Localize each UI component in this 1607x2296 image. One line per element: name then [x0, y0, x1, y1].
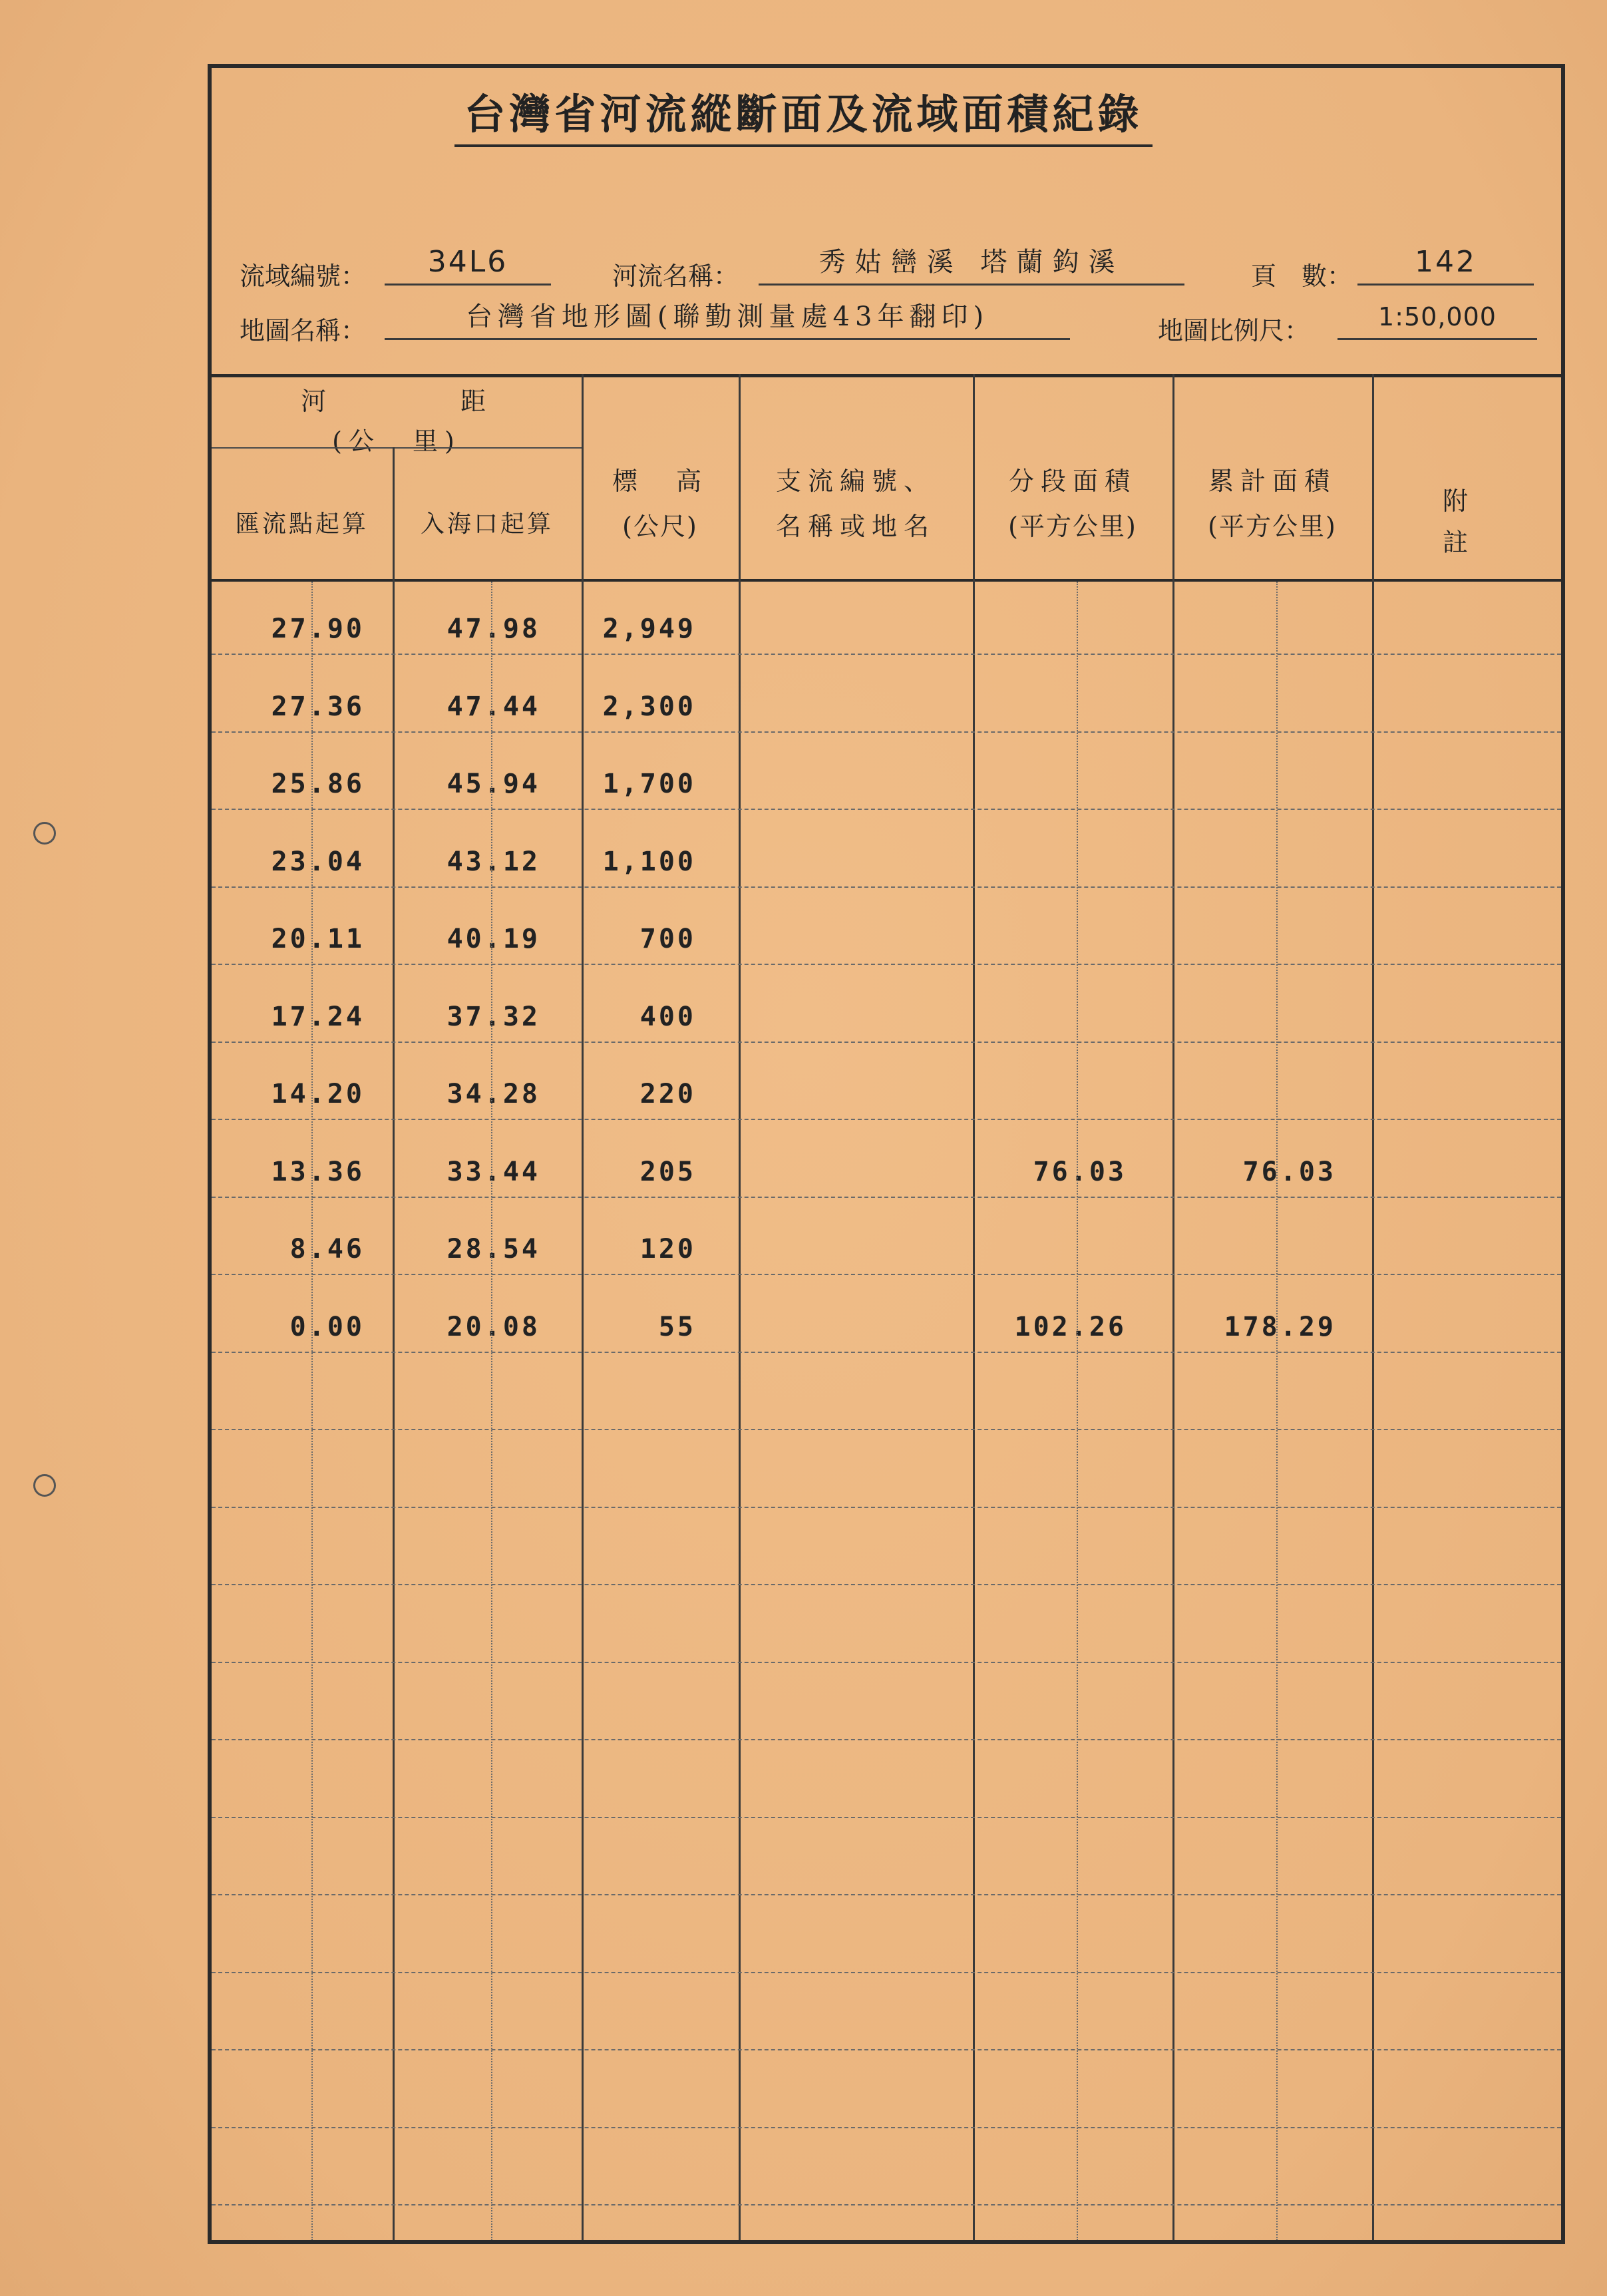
distance-subheader-line	[212, 447, 582, 449]
row-line	[212, 1429, 1561, 1430]
cell-elevation: 120	[639, 1234, 696, 1264]
tributary-header-1: 支流編號、	[775, 467, 936, 496]
punch-hole	[33, 1474, 56, 1497]
basin-no-value: 34L6	[385, 242, 551, 286]
cell-from-mouth: 47.98	[446, 614, 540, 644]
unit-m-header: (公尺)	[622, 512, 698, 541]
cell-from-confluence: 17.24	[271, 1001, 365, 1032]
cell-elevation: 400	[639, 1001, 696, 1032]
river-name-label: 河流名稱：	[612, 262, 739, 291]
header-bottom-line	[212, 579, 1561, 582]
cell-from-confluence: 14.20	[271, 1079, 365, 1109]
cell-segment-area: 76.03	[1033, 1156, 1127, 1187]
page-no-label: 頁 數：	[1251, 262, 1353, 291]
cell-from-confluence: 8.46	[289, 1234, 365, 1264]
cell-elevation: 55	[658, 1311, 696, 1342]
cell-from-mouth: 37.32	[446, 1001, 540, 1032]
decimal-guide-line	[311, 582, 313, 2240]
river-distance-header: 河 距	[300, 387, 492, 416]
row-line	[212, 1584, 1561, 1585]
cell-elevation: 205	[639, 1156, 696, 1187]
decimal-guide-line	[1077, 582, 1078, 2240]
row-line	[212, 2049, 1561, 2050]
row-line	[212, 1042, 1561, 1043]
cell-from-confluence: 27.36	[271, 691, 365, 722]
row-line	[212, 1972, 1561, 1973]
cell-from-confluence: 13.36	[271, 1156, 365, 1187]
from-mouth-header: 入海口起算	[420, 510, 554, 538]
row-line	[212, 1739, 1561, 1740]
row-line	[212, 1507, 1561, 1508]
row-line	[212, 654, 1561, 655]
page-no-value: 142	[1357, 242, 1534, 286]
decimal-guide-line	[1276, 582, 1278, 2240]
row-line	[212, 1119, 1561, 1120]
cell-from-mouth: 47.44	[446, 691, 540, 722]
row-line	[212, 731, 1561, 733]
cell-from-mouth: 28.54	[446, 1234, 540, 1264]
row-line	[212, 2127, 1561, 2128]
cell-from-confluence: 27.90	[271, 614, 365, 644]
row-line	[212, 1817, 1561, 1818]
row-line	[212, 809, 1561, 810]
segment-area-unit: (平方公里)	[1008, 512, 1137, 541]
row-line	[212, 1662, 1561, 1663]
cumulative-area-unit: (平方公里)	[1208, 512, 1337, 541]
cell-from-mouth: 33.44	[446, 1156, 540, 1187]
cell-from-confluence: 0.00	[289, 1311, 365, 1342]
map-scale-value: 1:50,000	[1338, 297, 1537, 340]
cell-from-confluence: 25.86	[271, 769, 365, 799]
map-name-value: 台灣省地形圖(聯勤測量處43年翻印)	[385, 297, 1070, 340]
cumulative-area-header: 累計面積	[1208, 467, 1336, 496]
map-scale-label: 地圖比例尺：	[1158, 316, 1310, 345]
tributary-header-2: 名稱或地名	[775, 512, 936, 541]
cell-from-mouth: 34.28	[446, 1079, 540, 1109]
basin-no-label: 流域編號：	[240, 262, 367, 291]
cell-elevation: 2,949	[602, 614, 696, 644]
cell-elevation: 1,100	[602, 846, 696, 877]
row-line	[212, 1274, 1561, 1275]
cell-cumulative-area: 76.03	[1242, 1156, 1336, 1187]
cell-from-mouth: 43.12	[446, 846, 540, 877]
cell-cumulative-area: 178.29	[1224, 1311, 1336, 1342]
punch-hole	[33, 822, 56, 845]
cell-elevation: 1,700	[602, 769, 696, 799]
cell-from-confluence: 20.11	[271, 924, 365, 954]
cell-from-confluence: 23.04	[271, 846, 365, 877]
cell-from-mouth: 20.08	[446, 1311, 540, 1342]
notes-header: 附 註	[1442, 486, 1599, 557]
decimal-guide-line	[491, 582, 492, 2240]
row-line	[212, 1197, 1561, 1198]
from-confluence-header: 匯流點起算	[235, 510, 369, 538]
header-top-line	[212, 374, 1561, 377]
cell-elevation: 700	[639, 924, 696, 954]
map-name-label: 地圖名稱：	[240, 316, 367, 345]
table-grid	[212, 68, 1599, 2248]
cell-from-mouth: 45.94	[446, 769, 540, 799]
cell-elevation: 2,300	[602, 691, 696, 722]
row-line	[212, 1352, 1561, 1353]
title-text: 台灣省河流縱斷面及流域面積紀錄	[454, 81, 1152, 147]
row-line	[212, 886, 1561, 888]
cell-from-mouth: 40.19	[446, 924, 540, 954]
river-name-value: 秀姑巒溪 塔蘭鈎溪	[759, 242, 1184, 286]
cell-segment-area: 102.26	[1014, 1311, 1127, 1342]
record-table	[208, 64, 1599, 2244]
row-line	[212, 2204, 1561, 2205]
unit-km-header: (公 里)	[332, 427, 461, 456]
row-line	[212, 964, 1561, 965]
cell-elevation: 220	[639, 1079, 696, 1109]
elevation-header: 標 高	[612, 467, 708, 496]
segment-area-header: 分段面積	[1008, 467, 1137, 496]
row-line	[212, 1894, 1561, 1895]
